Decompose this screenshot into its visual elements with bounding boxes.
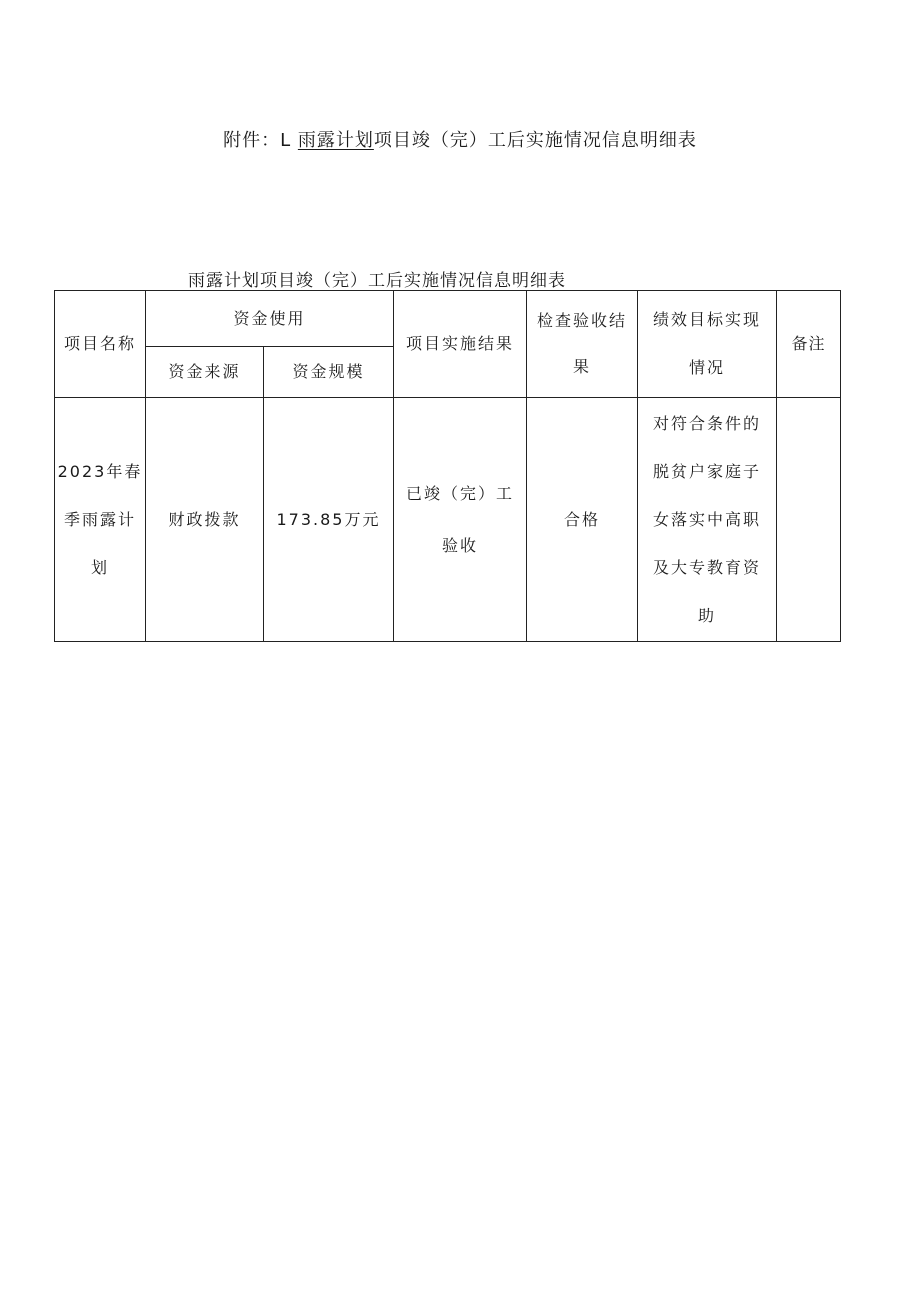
cell-fund-source: 财政拨款 <box>146 398 264 642</box>
cell-remarks <box>777 398 841 642</box>
cell-project-name: 2023年春季雨露计划 <box>55 398 146 642</box>
attachment-marker: L <box>280 130 292 151</box>
header-inspection-result: 检查验收结果 <box>527 291 638 398</box>
cell-inspection-result: 合格 <box>527 398 638 642</box>
header-project-name: 项目名称 <box>55 291 146 398</box>
header-fund-use: 资金使用 <box>146 291 394 347</box>
table-row <box>55 398 841 642</box>
header-fund-scale: 资金规模 <box>264 347 394 398</box>
header-row-1 <box>55 291 841 347</box>
attachment-prefix: 附件： <box>223 130 281 151</box>
detail-table <box>54 290 841 642</box>
header-fund-source: 资金来源 <box>146 347 264 398</box>
attachment-title <box>0 126 920 152</box>
cell-performance: 对符合条件的脱贫户家庭子女落实中高职及大专教育资助 <box>638 398 777 642</box>
attachment-title-rest: 项目竣（完）工后实施情况信息明细表 <box>373 130 697 151</box>
cell-implementation-result: 已竣（完）工验收 <box>394 398 527 642</box>
attachment-underlined-term: 雨露计划 <box>297 130 374 151</box>
header-implementation-result: 项目实施结果 <box>394 291 527 398</box>
header-performance: 绩效目标实现情况 <box>638 291 777 398</box>
cell-fund-scale: 173.85万元 <box>264 398 394 642</box>
table-title: 雨露计划项目竣（完）工后实施情况信息明细表 <box>188 271 566 291</box>
header-remarks: 备注 <box>777 291 841 398</box>
